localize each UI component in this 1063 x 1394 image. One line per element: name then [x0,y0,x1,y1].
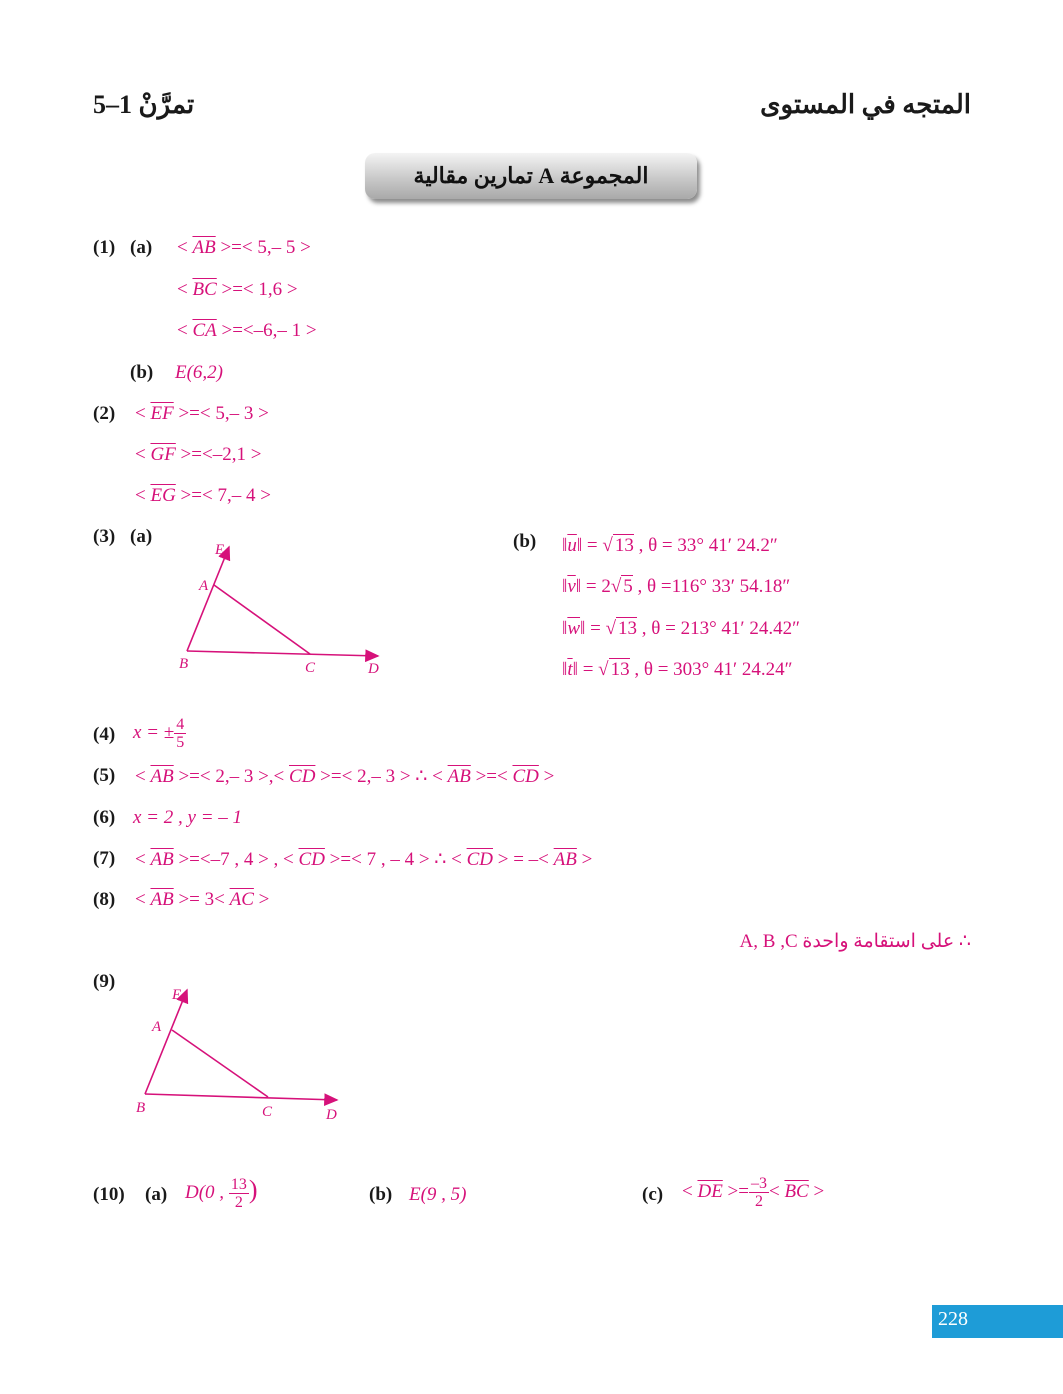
point-c-label: C [262,1104,273,1120]
q10-b-label: (b) [369,1184,393,1205]
q3-label: (3) [93,526,116,547]
q1-b-label: (b) [130,362,154,383]
point-b-label: B [136,1100,146,1116]
q5-label: (5) [93,765,116,786]
q3-b-line-1: $‖\overline{u}‖$ = √ 13 , θ = 33° 41′ 24.2″ [562,535,778,556]
q2-label: (2) [93,403,116,424]
q1-label: (1) [93,237,116,258]
segment-ac [172,1030,268,1097]
q2-line-1: < $\overline{EF}$ >=< 5,– 3 > [135,403,269,424]
q3-b-label: (b) [513,531,537,552]
exercise-title: تمرَّنْ 1–5 [93,90,195,119]
q10-c-label: (c) [642,1184,664,1205]
point-a-label: A [152,1019,162,1035]
segment-be [145,990,187,1094]
vector-ab: $\overline{AB}$ [192,237,216,258]
q6-answer: x = 2 , y = – 1 [133,807,243,828]
q8-label: (8) [93,889,116,910]
point-a-label: A [199,578,209,594]
point-c-label: C [305,660,316,676]
q2-line-2: < $\overline{GF} >=<-2,1$ > [135,444,262,465]
q10-a-label: (a) [145,1184,168,1205]
vector-ca: $\overline{CA}$ [192,320,217,341]
q3-a-label: (a) [130,526,153,547]
point-d-label: D [326,1107,337,1123]
vector-bc: $\overline{BC}$ [192,279,217,300]
page-number: 228 [938,1308,968,1330]
q8-answer: < $\overline{AB} >= 3< \overline{AC}$ > [135,889,270,910]
q10-label: (10) [93,1184,125,1205]
point-e-label: E [215,542,225,558]
q8-conclusion: ∴ على استقامة واحدة A, B ,C [739,931,971,952]
q1-a-label: (a) [130,237,153,258]
q2-line-3: < $\overline{EG}$ >=< 7,– 4 > [135,485,271,506]
segment-be [187,547,229,651]
q4-label: (4) [93,724,116,745]
q10-a-answer: D(0 , $\frac{13}{2}$ ) [185,1175,258,1212]
q3-b-line-4: $‖\overline{t}‖$ = √ 13 , θ = 303° 41′ 24.24″ [562,659,793,680]
q4-answer: x = ± $\frac{4}{5}$ [133,716,185,751]
point-b-label: B [179,656,189,672]
q5-answer: < $\overline{AB}$ >=< 2,– 3 >,< $\overline{CD}$ >=< 2,– 3 > ∴ < $\overline{AB}$ >=< $\overline{CD}$ > [135,766,555,787]
q1-b-answer: E(6,2) [175,362,224,383]
section-title: المتجه في المستوى [760,90,971,119]
q9-label: (9) [93,971,116,992]
segment-bd [187,651,378,656]
q6-label: (6) [93,807,116,828]
segment-bd [145,1094,337,1100]
point-e-label: E [172,987,182,1003]
q3-b-line-2: $‖\overline{v}‖ = 2√$ 5 , θ =116° 33′ 54.18″ [562,576,791,597]
segment-ac [214,585,310,654]
q3-triangle-diagram [170,535,400,680]
q7-label: (7) [93,848,116,869]
q3-b-line-3: $‖\overline{w}‖$ = √ 13 , θ = 213° 41′ 24.42″ [562,618,800,639]
point-d-label: D [368,661,379,677]
q1-line-2: < $\overline{BC}$ >=< 1,6 > [177,279,298,300]
q10-b-answer: E(9 , 5) [409,1184,467,1205]
q1-line-3: < $\overline{CA} >=<-6,-$ 1 > [177,320,317,341]
q10-c-answer: < $\overline{DE}$ >= $\frac{-3}{2}$ < $\overline{BC}$ > [682,1175,825,1210]
q7-answer: < $\overline{AB} >=<-7$ , 4 > , < $\overline{CD}$ >=< 7 , – 4 > ∴ < $\overline{CD}$ > = –< $\overline{AB}$ > [135,849,593,870]
group-banner: المجموعة A تمارين مقالية [365,153,697,199]
q9-triangle-diagram [130,980,360,1125]
q1-line-1: < $\overline{AB}$ >=< 5,– 5 > [177,237,311,258]
